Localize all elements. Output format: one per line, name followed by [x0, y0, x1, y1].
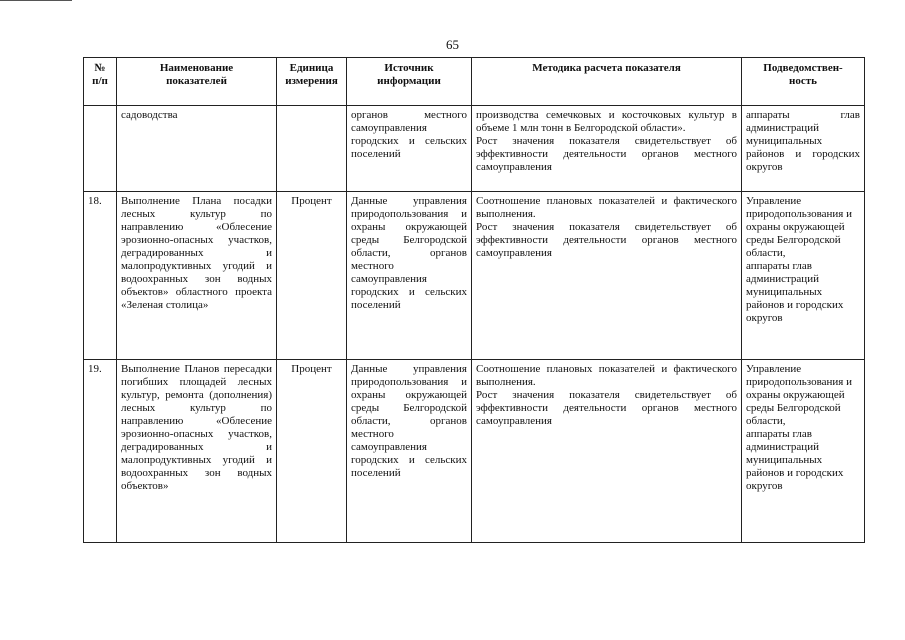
- header-num: № п/п: [84, 58, 117, 106]
- cell-name: садоводства: [117, 106, 277, 192]
- header-method: Методика расчета показателя: [472, 58, 742, 106]
- table-row: [84, 360, 865, 543]
- cell-source: Данные управления природопользования и охраны окружающей среды Белгородской области, органов местного самоуправления городских и сельских поселений: [347, 360, 472, 543]
- cell-unit: Процент: [277, 360, 347, 543]
- cell-method: производства семечковых и косточковых культур в объеме 1 млн тонн в Белгородской области». Рост значения показателя свидетельствует об эффективности деятельности органов местного самоуправления: [472, 106, 742, 192]
- cell-name: Выполнение Планов пересадки погибших площадей лесных культур, ремонта (дополнения) лесных культур по направлению «Облесение эрозионно-опасных участков, деградированных и малопродуктивных угодий и водоохранных зон водных объектов»: [117, 360, 277, 543]
- cell-method: Соотношение плановых показателей и фактического выполнения. Рост значения показателя свидетельствует об эффективности деятельности органов местного самоуправления: [472, 360, 742, 543]
- top-rule: [0, 0, 72, 1]
- table-header-row: [84, 58, 865, 106]
- header-name: Наименование показателей: [117, 58, 277, 106]
- table-row: [84, 192, 865, 360]
- cell-num: 18.: [84, 192, 117, 360]
- header-unit: Единица измерения: [277, 58, 347, 106]
- cell-name: Выполнение Плана посадки лесных культур по направлению «Облесение эрозионно-опасных участков, деградированных и малопродуктивных угодий и водоохранных зон водных объектов» областного проекта «Зеленая столица»: [117, 192, 277, 360]
- page-number: 65: [446, 37, 459, 52]
- cell-unit: [277, 106, 347, 192]
- indicators-table: [83, 57, 865, 543]
- cell-num: 19.: [84, 360, 117, 543]
- cell-dept: Управление природопользования и охраны окружающей среды Белгородской области, аппараты глав администраций муниципальных районов и городских округов: [742, 192, 865, 360]
- header-source: Источник информации: [347, 58, 472, 106]
- cell-source: Данные управления природопользования и охраны окружающей среды Белгородской области, органов местного самоуправления городских и сельских поселений: [347, 192, 472, 360]
- cell-dept: Управление природопользования и охраны окружающей среды Белгородской области, аппараты глав администраций муниципальных районов и городских округов: [742, 360, 865, 543]
- cell-dept: аппараты глав администраций муниципальных районов и городских округов: [742, 106, 865, 192]
- table-row: [84, 106, 865, 192]
- header-dept: Подведомствен- ность: [742, 58, 865, 106]
- cell-unit: Процент: [277, 192, 347, 360]
- cell-num: [84, 106, 117, 192]
- cell-method: Соотношение плановых показателей и фактического выполнения. Рост значения показателя свидетельствует об эффективности деятельности органов местного самоуправления: [472, 192, 742, 360]
- cell-source: органов местного самоуправления городских и сельских поселений: [347, 106, 472, 192]
